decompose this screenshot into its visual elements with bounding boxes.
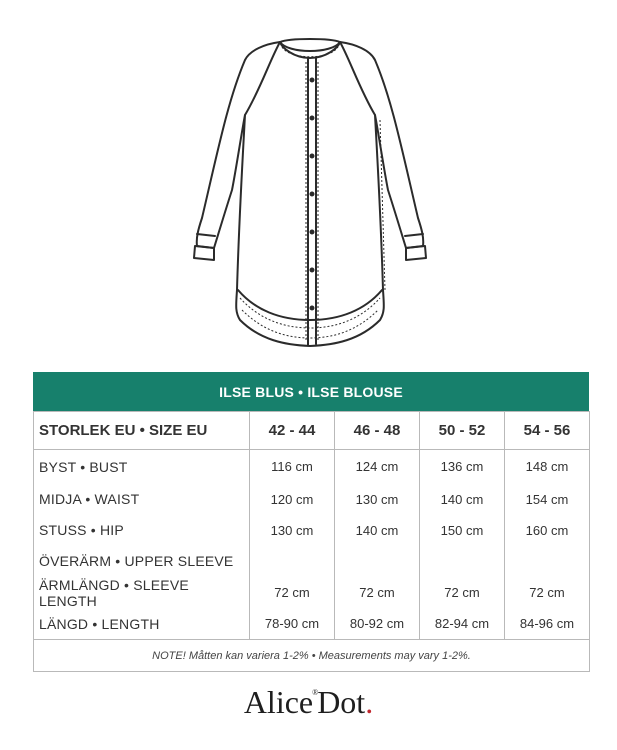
- row-label: STUSS • HIP: [34, 515, 250, 546]
- table-row: [34, 609, 590, 640]
- cell-value: 84-96 cm: [505, 609, 590, 640]
- cell-value: 154 cm: [505, 484, 590, 515]
- cell-value: 72 cm: [505, 577, 590, 609]
- row-label: ÖVERÄRM • UPPER SLEEVE: [34, 546, 250, 577]
- header-row: [34, 412, 590, 450]
- cell-value: 80-92 cm: [335, 609, 420, 640]
- size-table: [33, 372, 589, 672]
- cell-value: 124 cm: [335, 450, 420, 484]
- alicedot-logo: [0, 684, 617, 721]
- table-row: [34, 577, 590, 609]
- cell-value: 136 cm: [420, 450, 505, 484]
- cell-value: 130 cm: [250, 515, 335, 546]
- blouse-illustration: [170, 20, 450, 360]
- row-label: LÄNGD • LENGTH: [34, 609, 250, 640]
- row-label: ÄRMLÄNGD • SLEEVE LENGTH: [34, 577, 250, 609]
- header-size-50-52: 50 - 52: [420, 412, 505, 450]
- cell-value: 130 cm: [335, 484, 420, 515]
- logo-dot-word: Dot: [317, 684, 366, 720]
- table-row: [34, 484, 590, 515]
- cell-value: 120 cm: [250, 484, 335, 515]
- row-label: MIDJA • WAIST: [34, 484, 250, 515]
- cell-value: 160 cm: [505, 515, 590, 546]
- table-row: [34, 450, 590, 484]
- cell-value: [250, 546, 335, 577]
- cell-value: 72 cm: [420, 577, 505, 609]
- table-row: [34, 515, 590, 546]
- row-label: BYST • BUST: [34, 450, 250, 484]
- header-size-42-44: 42 - 44: [250, 412, 335, 450]
- header-size-46-48: 46 - 48: [335, 412, 420, 450]
- logo-red-dot: .: [365, 684, 374, 720]
- note-row: [34, 640, 590, 672]
- cell-value: 72 cm: [335, 577, 420, 609]
- cell-value: 148 cm: [505, 450, 590, 484]
- cell-value: [420, 546, 505, 577]
- cell-value: 140 cm: [335, 515, 420, 546]
- header-size-label: STORLEK EU • SIZE EU: [34, 412, 250, 450]
- header-size-54-56: 54 - 56: [505, 412, 590, 450]
- cell-value: 82-94 cm: [420, 609, 505, 640]
- table-row: [34, 546, 590, 577]
- cell-value: 78-90 cm: [250, 609, 335, 640]
- logo-alice: Alice: [243, 684, 314, 720]
- cell-value: 72 cm: [250, 577, 335, 609]
- size-chart: [33, 411, 590, 672]
- cell-value: [505, 546, 590, 577]
- cell-value: 140 cm: [420, 484, 505, 515]
- logo-registered-mark: ®: [312, 688, 319, 697]
- cell-value: 150 cm: [420, 515, 505, 546]
- table-title: ILSE BLUS • ILSE BLOUSE: [33, 372, 589, 411]
- cell-value: [335, 546, 420, 577]
- cell-value: 116 cm: [250, 450, 335, 484]
- measurement-note: NOTE! Måtten kan variera 1-2% • Measurements may vary 1-2%.: [34, 640, 590, 672]
